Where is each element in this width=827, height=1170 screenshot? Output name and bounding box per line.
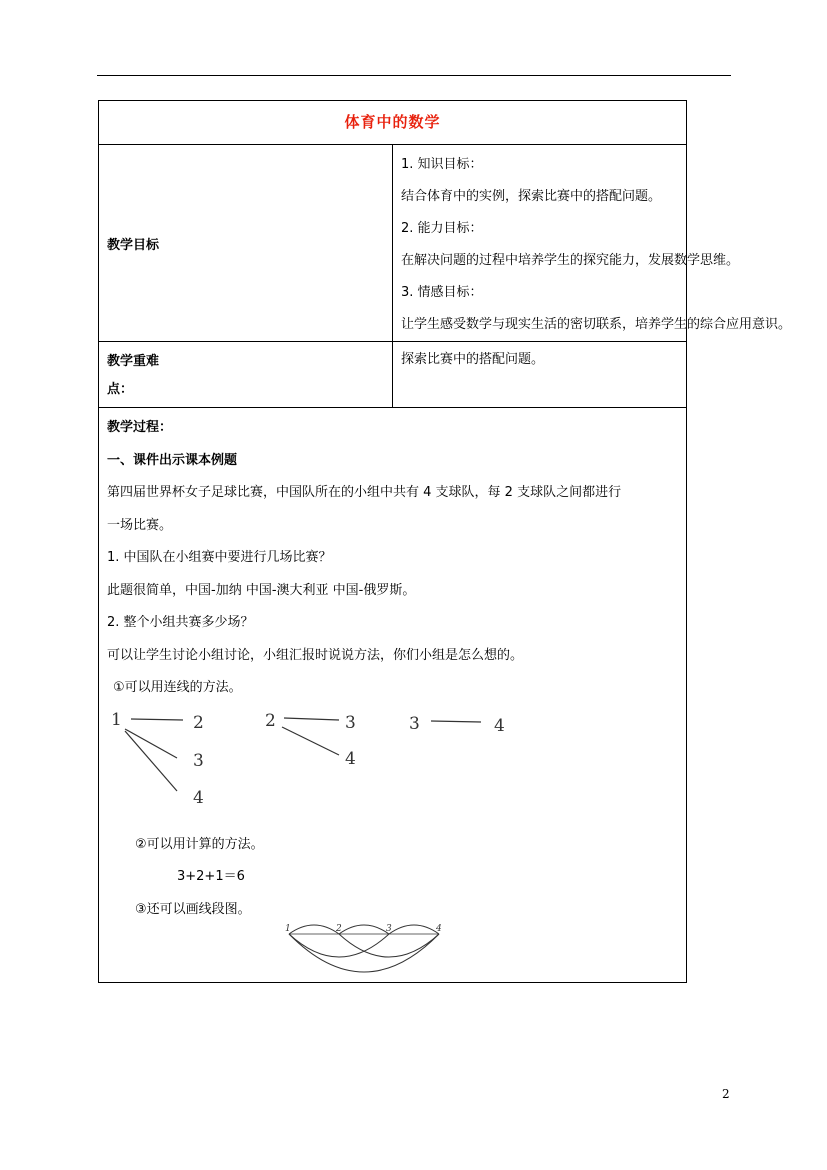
segment-point: 3	[386, 924, 392, 934]
section-heading: 一、课件出示课本例题	[107, 452, 238, 468]
arc-1-3	[289, 934, 389, 957]
line-connection-diagram	[107, 707, 527, 825]
goal-line: 1. 知识目标：	[401, 157, 483, 172]
goals-row	[99, 145, 687, 342]
arc-2-3	[339, 925, 389, 934]
diagram-node: 4	[345, 748, 356, 769]
key-points-label-line2: 点：	[107, 382, 134, 397]
connector-2-4	[282, 727, 339, 755]
segment-point: 1	[285, 924, 291, 934]
method-3: ③还可以画线段图。	[135, 901, 251, 917]
page-title: 体育中的数学	[344, 113, 441, 131]
key-points-label	[99, 342, 393, 408]
goal-line: 让学生感受数学与现实生活的密切联系，培养学生的综合应用意识。	[401, 317, 792, 332]
goal-line: 2. 能力目标：	[401, 221, 483, 236]
goal-line: 3. 情感目标：	[401, 285, 483, 300]
connector-1-2	[131, 719, 183, 720]
goal-line: 结合体育中的实例，探索比赛中的搭配问题。	[401, 189, 662, 204]
key-points-content	[393, 342, 687, 408]
process-heading: 教学过程：	[107, 420, 173, 435]
connector-2-3	[284, 718, 339, 720]
arc-3-4	[389, 925, 439, 934]
arc-2-4	[339, 934, 439, 957]
method-2: ②可以用计算的方法。	[135, 836, 264, 852]
diagram-node: 2	[193, 712, 204, 733]
goals-content	[393, 145, 792, 342]
question-2: 2. 整个小组共赛多少场？	[107, 615, 254, 630]
header-rule	[97, 75, 731, 76]
diagram-node: 3	[193, 750, 204, 771]
arc-1-2	[289, 925, 339, 934]
page-number: 2	[722, 1087, 730, 1101]
discussion-text: 可以让学生讨论小组讨论，小组汇报时说说方法，你们小组是怎么想的。	[107, 647, 524, 663]
diagram-node: 4	[193, 787, 204, 808]
diagram-node: 2	[265, 710, 276, 731]
diagram-node: 4	[494, 715, 505, 736]
question-1: 1. 中国队在小组赛中要进行几场比赛？	[107, 550, 332, 565]
process-content	[99, 408, 687, 983]
goal-line: 在解决问题的过程中培养学生的探究能力，发展数学思维。	[401, 253, 740, 268]
connector-1-4	[125, 731, 177, 791]
arc-1-4	[289, 934, 439, 972]
key-points-text: 探索比赛中的搭配问题。	[401, 352, 545, 367]
key-points-label-line1: 教学重难	[107, 354, 160, 369]
diagram-node: 3	[345, 712, 356, 733]
key-points-row	[99, 342, 687, 408]
lesson-plan-table	[98, 100, 792, 983]
calculation: 3+2+1＝6	[177, 869, 245, 884]
segment-point: 2	[336, 924, 342, 934]
method-1: ①可以用连线的方法。	[113, 680, 242, 695]
connector-3-4	[431, 721, 481, 722]
title-row	[99, 101, 687, 145]
diagram-node: 1	[111, 709, 122, 730]
segment-point: 4	[436, 924, 442, 934]
process-row	[99, 408, 687, 983]
title-cell	[99, 101, 687, 145]
arc-segment-diagram	[283, 922, 483, 982]
diagram-node: 3	[409, 713, 420, 734]
connector-1-3	[125, 729, 177, 758]
goals-label: 教学目标	[99, 145, 393, 342]
example-text-line1: 第四届世界杯女子足球比赛，中国队所在的小组中共有 4 支球队，每 2 支球队之间都进行	[107, 485, 622, 500]
example-text-line2: 一场比赛。	[107, 517, 173, 533]
answer-1: 此题很简单，中国-加纳 中国-澳大利亚 中国-俄罗斯。	[107, 582, 416, 598]
